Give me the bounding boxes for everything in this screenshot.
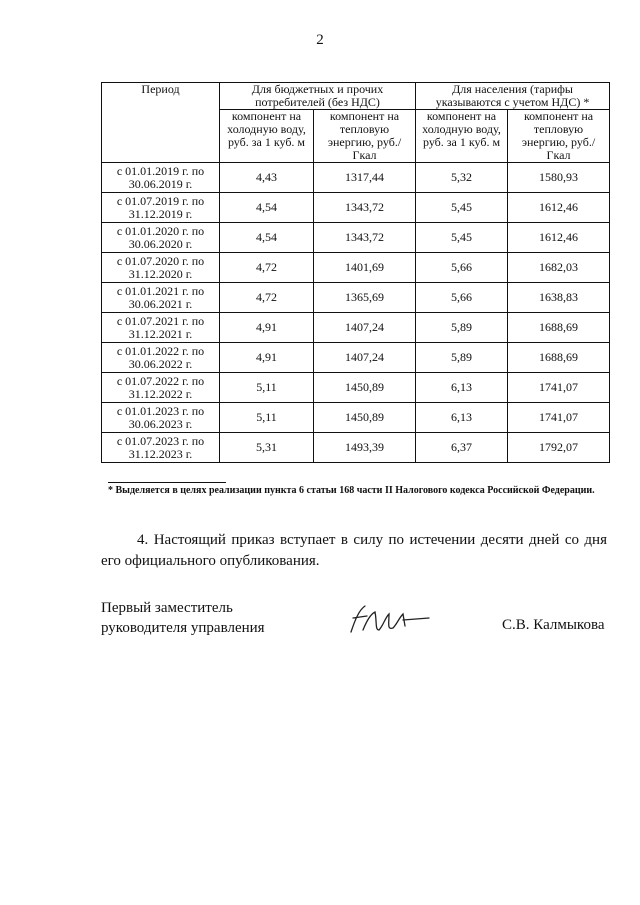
header-population-water: компонент на холодную воду, руб. за 1 куб. м: [416, 110, 508, 163]
cell-value: 1688,69: [508, 343, 610, 373]
cell-value: 5,11: [220, 403, 314, 433]
header-budget-heat: компонент на тепловую энергию, руб./Гкал: [314, 110, 416, 163]
cell-value: 1407,24: [314, 313, 416, 343]
footnote: * Выделяется в целях реализации пункта 6 статьи 168 части II Налогового кодекса Российской Федерации.: [108, 485, 595, 496]
header-period: Период: [102, 83, 220, 163]
cell-value: 4,91: [220, 343, 314, 373]
signatory-position-line1: Первый заместитель: [101, 600, 233, 616]
cell-period: с 01.01.2021 г. по 30.06.2021 г.: [102, 283, 220, 313]
table-row: [102, 283, 610, 313]
cell-value: 6,37: [416, 433, 508, 463]
cell-value: 6,13: [416, 373, 508, 403]
cell-value: 1450,89: [314, 403, 416, 433]
cell-value: 5,32: [416, 163, 508, 193]
cell-value: 5,66: [416, 283, 508, 313]
signatory-name: С.В. Калмыкова: [502, 617, 605, 633]
cell-period: с 01.01.2023 г. по 30.06.2023 г.: [102, 403, 220, 433]
table-row: [102, 253, 610, 283]
cell-value: 4,43: [220, 163, 314, 193]
cell-value: 1343,72: [314, 223, 416, 253]
cell-value: 1688,69: [508, 313, 610, 343]
paragraph-effective-date: 4. Настоящий приказ вступает в силу по истечении десяти дней со дня его официального опубликования.: [101, 532, 607, 569]
cell-value: 1493,39: [314, 433, 416, 463]
table-row: [102, 313, 610, 343]
cell-period: с 01.07.2021 г. по 31.12.2021 г.: [102, 313, 220, 343]
signatory-position-line2: руководителя управления: [101, 620, 265, 636]
table-row: [102, 373, 610, 403]
cell-value: 5,45: [416, 223, 508, 253]
cell-value: 1792,07: [508, 433, 610, 463]
header-population-group: Для населения (тарифы указываются с учетом НДС) *: [416, 83, 610, 110]
cell-value: 5,89: [416, 343, 508, 373]
cell-value: 1580,93: [508, 163, 610, 193]
cell-value: 1401,69: [314, 253, 416, 283]
cell-period: с 01.07.2022 г. по 31.12.2022 г.: [102, 373, 220, 403]
cell-period: с 01.07.2023 г. по 31.12.2023 г.: [102, 433, 220, 463]
cell-value: 1317,44: [314, 163, 416, 193]
cell-value: 4,54: [220, 193, 314, 223]
cell-value: 5,45: [416, 193, 508, 223]
cell-value: 1450,89: [314, 373, 416, 403]
cell-period: с 01.07.2020 г. по 31.12.2020 г.: [102, 253, 220, 283]
cell-value: 1741,07: [508, 373, 610, 403]
cell-value: 1612,46: [508, 193, 610, 223]
cell-value: 4,91: [220, 313, 314, 343]
cell-value: 5,66: [416, 253, 508, 283]
table-row: [102, 223, 610, 253]
cell-value: 1741,07: [508, 403, 610, 433]
cell-period: с 01.01.2019 г. по 30.06.2019 г.: [102, 163, 220, 193]
signatory-position: [101, 598, 265, 638]
cell-value: 1407,24: [314, 343, 416, 373]
handwritten-signature: [345, 602, 431, 638]
cell-value: 5,11: [220, 373, 314, 403]
cell-value: 4,54: [220, 223, 314, 253]
cell-value: 5,31: [220, 433, 314, 463]
tariff-table: [101, 82, 610, 463]
header-budget-water: компонент на холодную воду, руб. за 1 куб. м: [220, 110, 314, 163]
header-population-heat: компонент на тепловую энергию, руб./Гкал: [508, 110, 610, 163]
cell-period: с 01.01.2022 г. по 30.06.2022 г.: [102, 343, 220, 373]
cell-period: с 01.01.2020 г. по 30.06.2020 г.: [102, 223, 220, 253]
table-row: [102, 193, 610, 223]
cell-value: 1612,46: [508, 223, 610, 253]
cell-value: 4,72: [220, 253, 314, 283]
cell-period: с 01.07.2019 г. по 31.12.2019 г.: [102, 193, 220, 223]
footnote-rule: [108, 482, 226, 483]
cell-value: 6,13: [416, 403, 508, 433]
table-row: [102, 403, 610, 433]
table-row: [102, 163, 610, 193]
header-budget-group: Для бюджетных и прочих потребителей (без НДС): [220, 83, 416, 110]
cell-value: 5,89: [416, 313, 508, 343]
page-number: 2: [316, 32, 324, 48]
cell-value: 1343,72: [314, 193, 416, 223]
cell-value: 4,72: [220, 283, 314, 313]
cell-value: 1365,69: [314, 283, 416, 313]
cell-value: 1638,83: [508, 283, 610, 313]
table-row: [102, 433, 610, 463]
table-row: [102, 343, 610, 373]
cell-value: 1682,03: [508, 253, 610, 283]
